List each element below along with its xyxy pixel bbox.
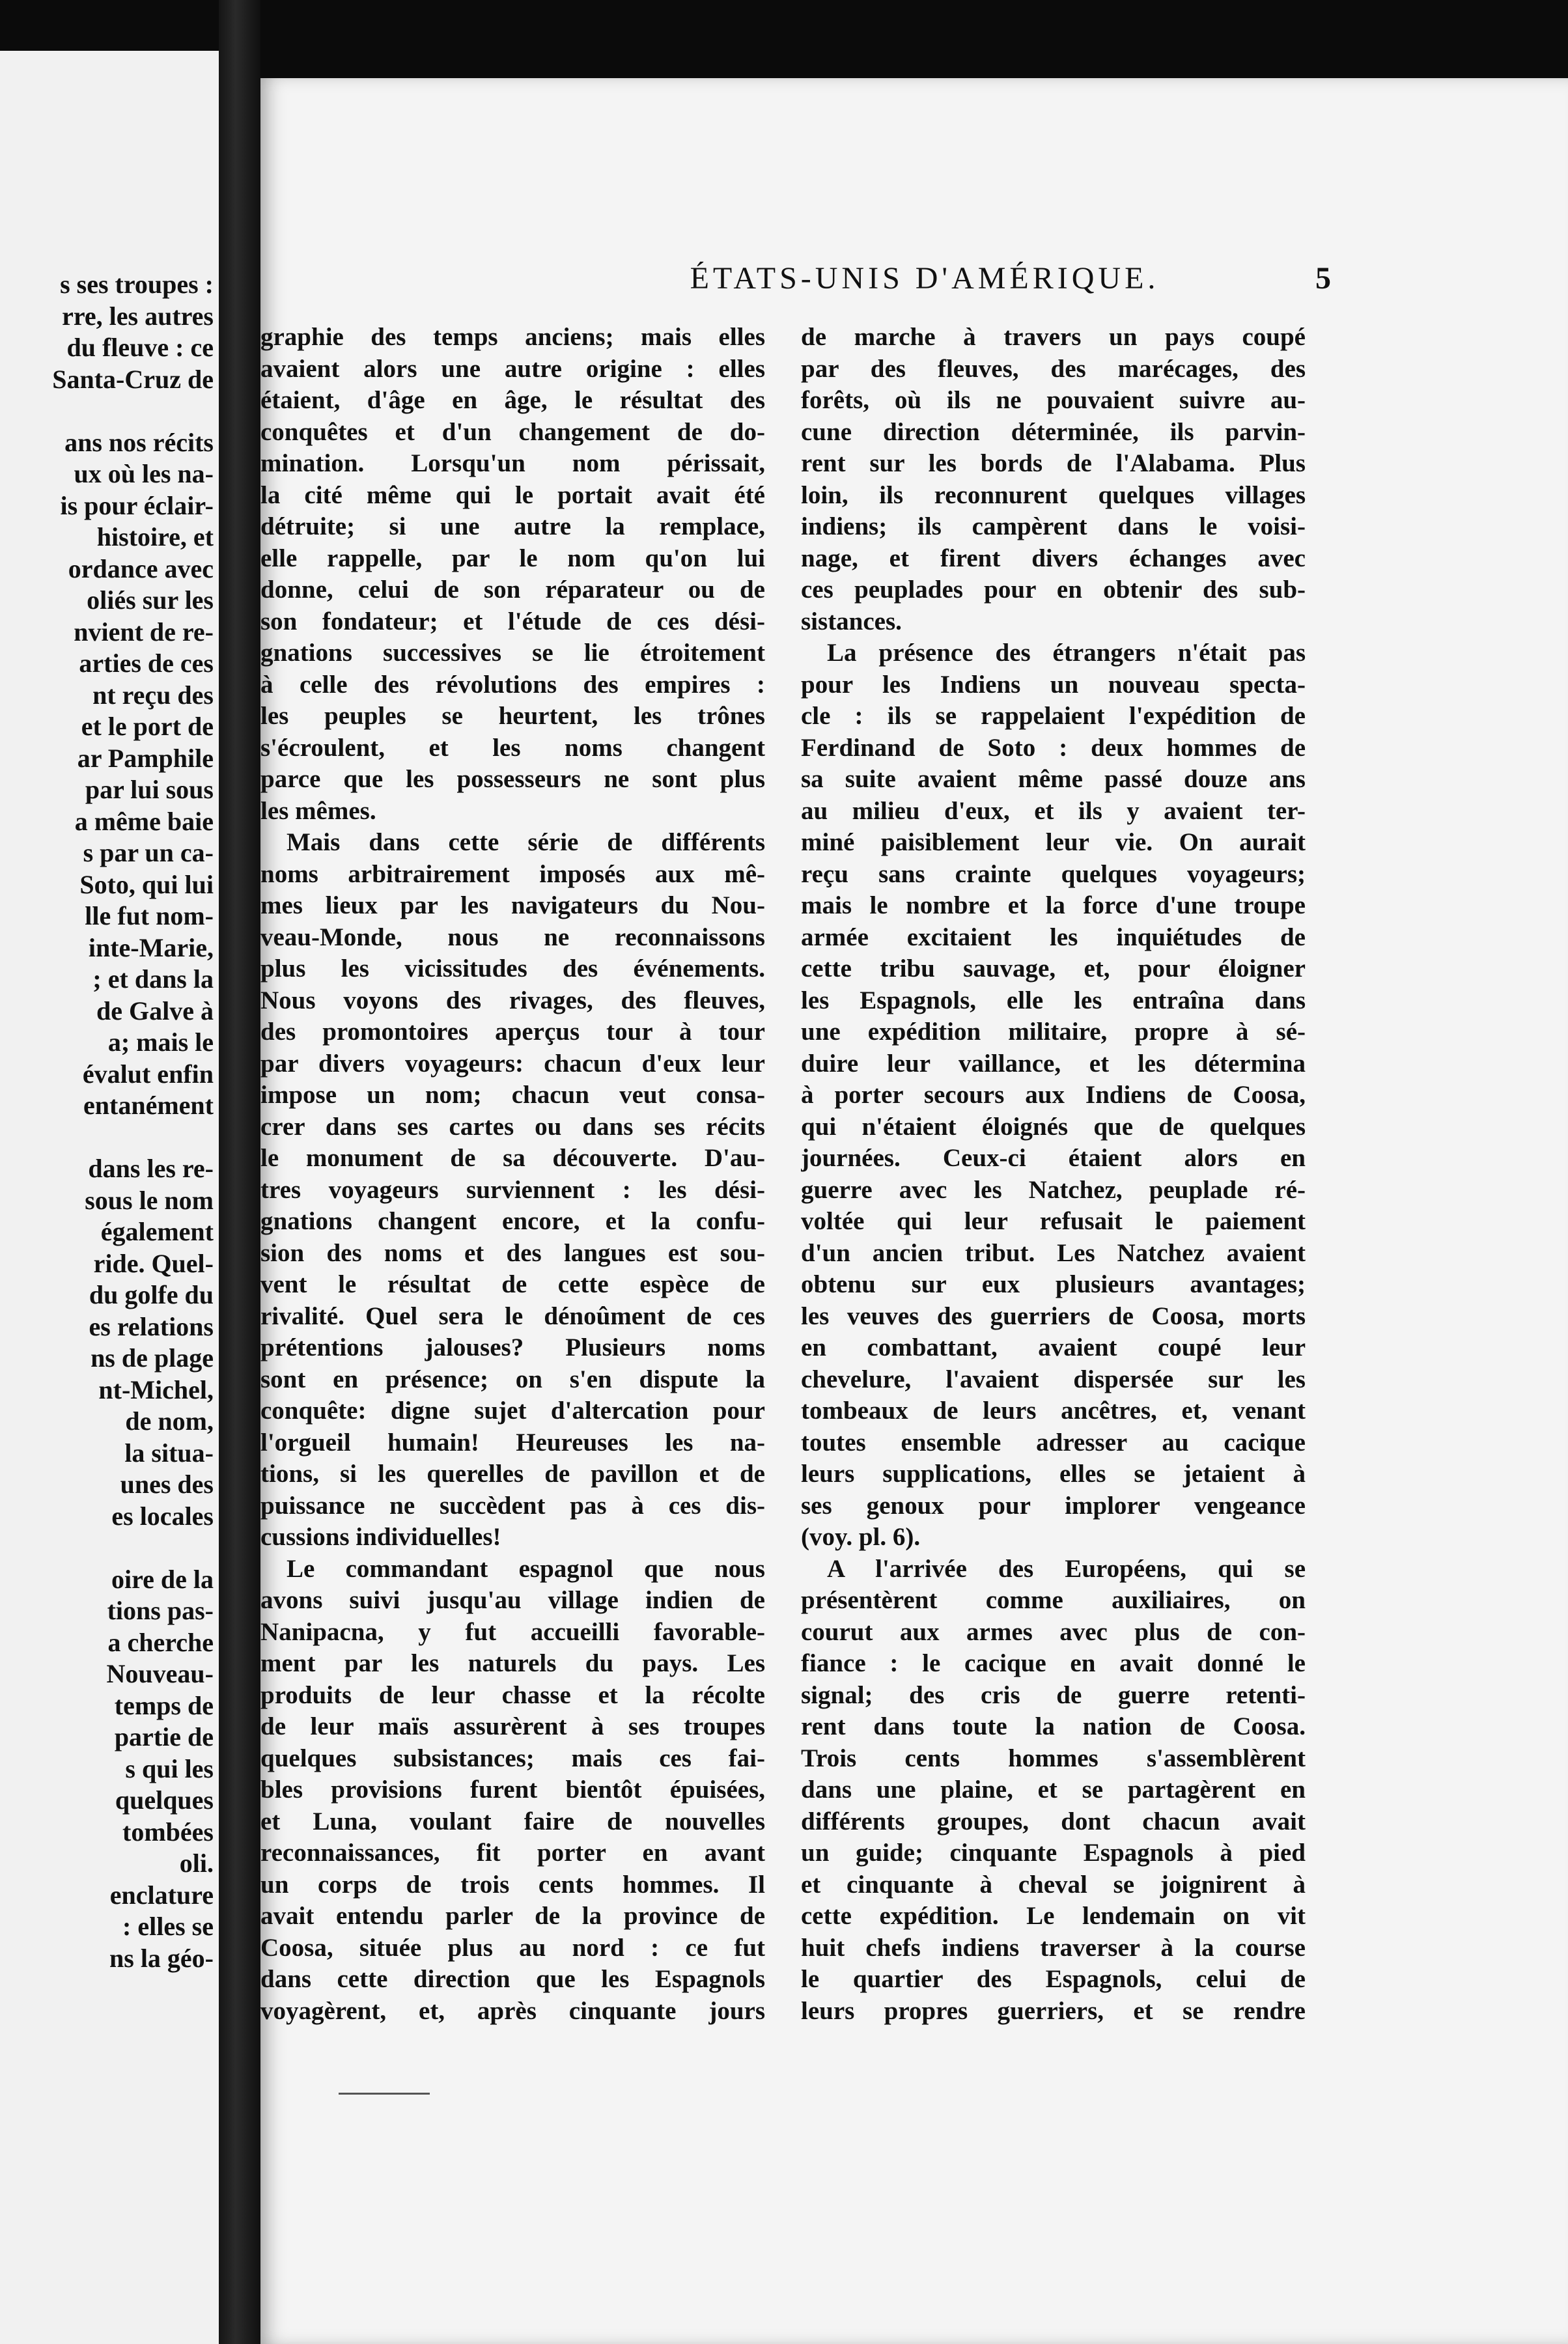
- text-line: courut aux armes avec plus de con-: [801, 1617, 1306, 1646]
- previous-page-fragment: [0, 51, 219, 2344]
- text-line: loin, ils reconnurent quelques villages: [801, 481, 1306, 509]
- text-line: gnations successives se lie étroitement: [260, 639, 765, 667]
- text-line: huit chefs indiens traverser à la course: [801, 1933, 1306, 1962]
- previous-page-line: es locales: [111, 1501, 214, 1531]
- previous-page-line: [0, 395, 214, 427]
- previous-page-line: ans nos récits: [64, 427, 214, 457]
- previous-page-line: Nouveau-: [106, 1659, 214, 1688]
- previous-page-line: s ses troupes :: [60, 270, 214, 299]
- book-gutter: [219, 0, 260, 2344]
- text-line: (voy. pl. 6).: [801, 1523, 921, 1551]
- text-line: signal; des cris de guerre retenti-: [801, 1681, 1306, 1709]
- text-line: rivalité. Quel sera le dénoûment de ces: [260, 1302, 765, 1330]
- text-line: un corps de trois cents hommes. Il: [260, 1870, 765, 1899]
- text-line: donne, celui de son réparateur ou de: [260, 576, 765, 604]
- text-line: Le commandant espagnol que nous: [287, 1554, 765, 1583]
- text-line: mes lieux par les navigateurs du Nou-: [260, 891, 765, 919]
- text-line: Coosa, située plus au nord : ce fut: [260, 1933, 765, 1962]
- previous-page-line: entanément: [83, 1091, 214, 1120]
- text-line: leurs propres guerriers, et se rendre: [801, 1996, 1306, 2025]
- previous-page-line: es relations: [89, 1311, 214, 1341]
- text-line: veau-Monde, nous ne reconnaissons: [260, 923, 765, 951]
- previous-page-line: a cherche: [107, 1627, 214, 1657]
- text-line: cune direction déterminée, ils parvin-: [801, 417, 1306, 446]
- text-line: impose un nom; chacun veut consa-: [260, 1081, 765, 1109]
- previous-page-line: ; et dans la: [92, 964, 214, 994]
- text-line: La présence des étrangers n'était pas: [827, 639, 1306, 667]
- text-line: noms arbitrairement imposés aux mê-: [260, 859, 765, 888]
- previous-page-line: [0, 1122, 214, 1154]
- previous-page-line: lle fut nom-: [85, 901, 214, 930]
- text-line: parce que les possesseurs ne sont plus: [260, 765, 765, 793]
- text-line: et Luna, voulant faire de nouvelles: [260, 1807, 765, 1835]
- text-line: les peuples se heurtent, les trônes: [260, 702, 765, 730]
- text-line: à porter secours aux Indiens de Coosa,: [801, 1081, 1306, 1109]
- previous-page-line: ns la géo-: [109, 1943, 214, 1973]
- text-line: prétentions jalouses? Plusieurs noms: [260, 1333, 765, 1361]
- previous-page-line: ns de plage: [91, 1343, 214, 1373]
- previous-page-line: inte-Marie,: [88, 932, 214, 962]
- text-line: fiance : le cacique en avait donné le: [801, 1649, 1306, 1677]
- text-line: les veuves des guerriers de Coosa, morts: [801, 1302, 1306, 1330]
- previous-page-line: du fleuve : ce: [66, 333, 214, 362]
- previous-page-line: ar Pamphile: [77, 743, 214, 773]
- text-line: au milieu d'eux, et ils y avaient ter-: [801, 796, 1306, 825]
- text-line: puissance ne succèdent pas à ces dis-: [260, 1491, 765, 1520]
- current-page: [260, 78, 1568, 2344]
- text-line: crer dans ses cartes ou dans ses récits: [260, 1112, 765, 1141]
- text-line: sion des noms et des langues est sou-: [260, 1238, 765, 1267]
- previous-page-line: de nom,: [125, 1406, 214, 1436]
- page-number: 5: [1315, 261, 1331, 296]
- text-line: différents groupes, dont chacun avait: [801, 1807, 1306, 1835]
- previous-page-line: et le port de: [81, 712, 214, 741]
- text-line: plus les vicissitudes des événements.: [260, 955, 765, 983]
- previous-page-line: également: [100, 1217, 214, 1246]
- previous-page-line: Santa-Cruz de: [52, 364, 214, 394]
- text-line: nage, et firent divers échanges avec: [801, 544, 1306, 572]
- running-head: ÉTATS-UNIS D'AMÉRIQUE.: [690, 261, 1160, 296]
- text-line: un guide; cinquante Espagnols à pied: [801, 1839, 1306, 1867]
- text-line: tres voyageurs surviennent : les dési-: [260, 1175, 765, 1204]
- previous-page-line: nvient de re-: [74, 617, 214, 647]
- previous-page-line: rre, les autres: [62, 301, 214, 331]
- text-line: voyagèrent, et, après cinquante jours: [260, 1996, 765, 2025]
- text-line: miné paisiblement leur vie. On aurait: [801, 828, 1306, 856]
- text-line: rent dans toute la nation de Coosa.: [801, 1712, 1306, 1740]
- text-line: mais le nombre et la force d'une troupe: [801, 891, 1306, 919]
- previous-page-line: tombées: [122, 1817, 214, 1847]
- previous-page-line: ordance avec: [68, 553, 214, 583]
- previous-page-line: évalut enfin: [82, 1059, 214, 1089]
- previous-page-line: oire de la: [111, 1564, 214, 1594]
- previous-page-line: ux où les na-: [74, 459, 214, 488]
- text-line: ces peuplades pour en obtenir des sub-: [801, 576, 1306, 604]
- previous-page-line: dans les re-: [88, 1154, 214, 1183]
- previous-page-line: du golfe du: [89, 1280, 214, 1309]
- text-line: quelques subsistances; mais ces fai-: [260, 1744, 765, 1772]
- previous-page-line: oli.: [179, 1849, 214, 1878]
- text-line: dans cette direction que les Espagnols: [260, 1965, 765, 1993]
- text-line: journées. Ceux-ci étaient alors en: [801, 1144, 1306, 1172]
- text-line: à celle des révolutions des empires :: [260, 670, 765, 699]
- text-line: forêts, où ils ne pouvaient suivre au-: [801, 386, 1306, 414]
- previous-page-line: : elles se: [122, 1912, 214, 1941]
- text-line: une expédition militaire, propre à sé-: [801, 1018, 1306, 1046]
- previous-page-line: unes des: [120, 1470, 214, 1499]
- footer-rule: [339, 2093, 430, 2095]
- text-line: avons suivi jusqu'au village indien de: [260, 1586, 765, 1614]
- text-line: bles provisions furent bientôt épuisées,: [260, 1776, 765, 1804]
- text-line: dans une plaine, et se partagèrent en: [801, 1776, 1306, 1804]
- text-line: avait entendu parler de la province de: [260, 1902, 765, 1930]
- text-line: obtenu sur eux plusieurs avantages;: [801, 1270, 1306, 1298]
- text-line: Nanipacna, y fut accueilli favorable-: [260, 1617, 765, 1646]
- text-line: étaient, d'âge en âge, le résultat des: [260, 386, 765, 414]
- text-line: voltée qui leur refusait le paiement: [801, 1207, 1306, 1235]
- text-line: toutes ensemble adresser au cacique: [801, 1428, 1306, 1457]
- previous-page-line: temps de: [114, 1690, 214, 1720]
- text-line: de marche à travers un pays coupé: [801, 323, 1306, 351]
- previous-page-line: histoire, et: [96, 522, 214, 551]
- text-line: tions, si les querelles de pavillon et de: [260, 1460, 765, 1488]
- text-column-left: [260, 322, 765, 2027]
- previous-page-line: partie de: [114, 1722, 214, 1751]
- previous-page-line: [0, 1532, 214, 1564]
- text-line: Trois cents hommes s'assemblèrent: [801, 1744, 1306, 1772]
- previous-page-line: s qui les: [125, 1753, 214, 1783]
- text-line: chevelure, l'avaient dispersée sur les: [801, 1365, 1306, 1393]
- previous-page-line: sous le nom: [85, 1185, 214, 1215]
- text-line: cussions individuelles!: [260, 1523, 501, 1551]
- text-line: duire leur vaillance, et les détermina: [801, 1049, 1306, 1078]
- text-line: en combattant, avaient coupé leur: [801, 1333, 1306, 1361]
- text-line: Ferdinand de Soto : deux hommes de: [801, 733, 1306, 762]
- previous-page-text: [0, 269, 214, 1974]
- text-line: vent le résultat de cette espèce de: [260, 1270, 765, 1298]
- text-line: armée excitaient les inquiétudes de: [801, 923, 1306, 951]
- text-line: tombeaux de leurs ancêtres, et, venant: [801, 1397, 1306, 1425]
- text-line: et cinquante à cheval se joignirent à: [801, 1870, 1306, 1899]
- text-line: les Espagnols, elle les entraîna dans: [801, 986, 1306, 1014]
- text-line: Mais dans cette série de différents: [287, 828, 765, 856]
- previous-page-line: enclature: [109, 1880, 214, 1910]
- previous-page-line: par lui sous: [85, 775, 214, 804]
- text-line: A l'arrivée des Européens, qui se: [827, 1554, 1306, 1583]
- text-line: s'écroulent, et les noms changent: [260, 733, 765, 762]
- text-line: guerre avec les Natchez, peuplade ré-: [801, 1175, 1306, 1204]
- text-line: par des fleuves, des marécages, des: [801, 354, 1306, 383]
- text-line: cette tribu sauvage, et, pour éloigner: [801, 955, 1306, 983]
- text-column-right: [801, 322, 1306, 2027]
- previous-page-line: nt reçu des: [92, 680, 214, 710]
- text-line: qui n'étaient éloignés que de quelques: [801, 1112, 1306, 1141]
- text-line: présentèrent comme auxiliaires, on: [801, 1586, 1306, 1614]
- text-line: reconnaissances, fit porter en avant: [260, 1839, 765, 1867]
- text-line: sont en présence; on s'en dispute la: [260, 1365, 765, 1393]
- text-line: rent sur les bords de l'Alabama. Plus: [801, 449, 1306, 477]
- text-line: le monument de sa découverte. D'au-: [260, 1144, 765, 1172]
- previous-page-line: a même baie: [74, 806, 214, 836]
- text-line: leurs supplications, elles se jetaient à: [801, 1460, 1306, 1488]
- text-line: avaient alors une autre origine : elles: [260, 354, 765, 383]
- previous-page-line: la situa-: [124, 1438, 214, 1468]
- text-line: conquêtes et d'un changement de do-: [260, 417, 765, 446]
- text-line: ment par les naturels du pays. Les: [260, 1649, 765, 1677]
- previous-page-line: arties de ces: [79, 649, 214, 678]
- text-line: son fondateur; et l'étude de ces dési-: [260, 607, 765, 635]
- text-line: des promontoires aperçus tour à tour: [260, 1018, 765, 1046]
- text-line: par divers voyageurs: chacun d'eux leur: [260, 1049, 765, 1078]
- text-line: les mêmes.: [260, 796, 376, 825]
- text-line: mination. Lorsqu'un nom périssait,: [260, 449, 765, 477]
- text-line: ses genoux pour implorer vengeance: [801, 1491, 1306, 1520]
- text-line: l'orgueil humain! Heureuses les na-: [260, 1428, 765, 1457]
- previous-page-line: nt-Michel,: [98, 1374, 214, 1404]
- previous-page-line: quelques: [115, 1785, 214, 1815]
- previous-page-line: oliés sur les: [87, 585, 214, 615]
- text-line: cette expédition. Le lendemain on vit: [801, 1902, 1306, 1930]
- previous-page-line: tions pas-: [107, 1596, 214, 1625]
- text-line: cle : ils se rappelaient l'expédition de: [801, 702, 1306, 730]
- previous-page-line: a; mais le: [107, 1027, 214, 1057]
- text-line: pour les Indiens un nouveau specta-: [801, 670, 1306, 699]
- text-line: produits de leur chasse et la récolte: [260, 1681, 765, 1709]
- text-line: gnations changent encore, et la confu-: [260, 1207, 765, 1235]
- text-line: de leur maïs assurèrent à ses troupes: [260, 1712, 765, 1740]
- text-line: détruite; si une autre la remplace,: [260, 512, 765, 540]
- previous-page-line: s par un ca-: [83, 838, 214, 867]
- previous-page-line: is pour éclair-: [60, 490, 214, 520]
- text-line: reçu sans crainte quelques voyageurs;: [801, 859, 1306, 888]
- text-line: Nous voyons des rivages, des fleuves,: [260, 986, 765, 1014]
- text-line: sistances.: [801, 607, 902, 635]
- text-line: conquête: digne sujet d'altercation pour: [260, 1397, 765, 1425]
- previous-page-line: Soto, qui lui: [79, 869, 214, 899]
- text-line: graphie des temps anciens; mais elles: [260, 323, 765, 351]
- text-line: la cité même qui le portait avait été: [260, 481, 765, 509]
- previous-page-line: ride. Quel-: [93, 1248, 214, 1278]
- text-line: indiens; ils campèrent dans le voisi-: [801, 512, 1306, 540]
- previous-page-line: de Galve à: [96, 996, 214, 1026]
- text-line: le quartier des Espagnols, celui de: [801, 1965, 1306, 1993]
- text-line: elle rappelle, par le nom qu'on lui: [260, 544, 765, 572]
- text-line: sa suite avaient même passé douze ans: [801, 765, 1306, 793]
- text-line: d'un ancien tribut. Les Natchez avaient: [801, 1238, 1306, 1267]
